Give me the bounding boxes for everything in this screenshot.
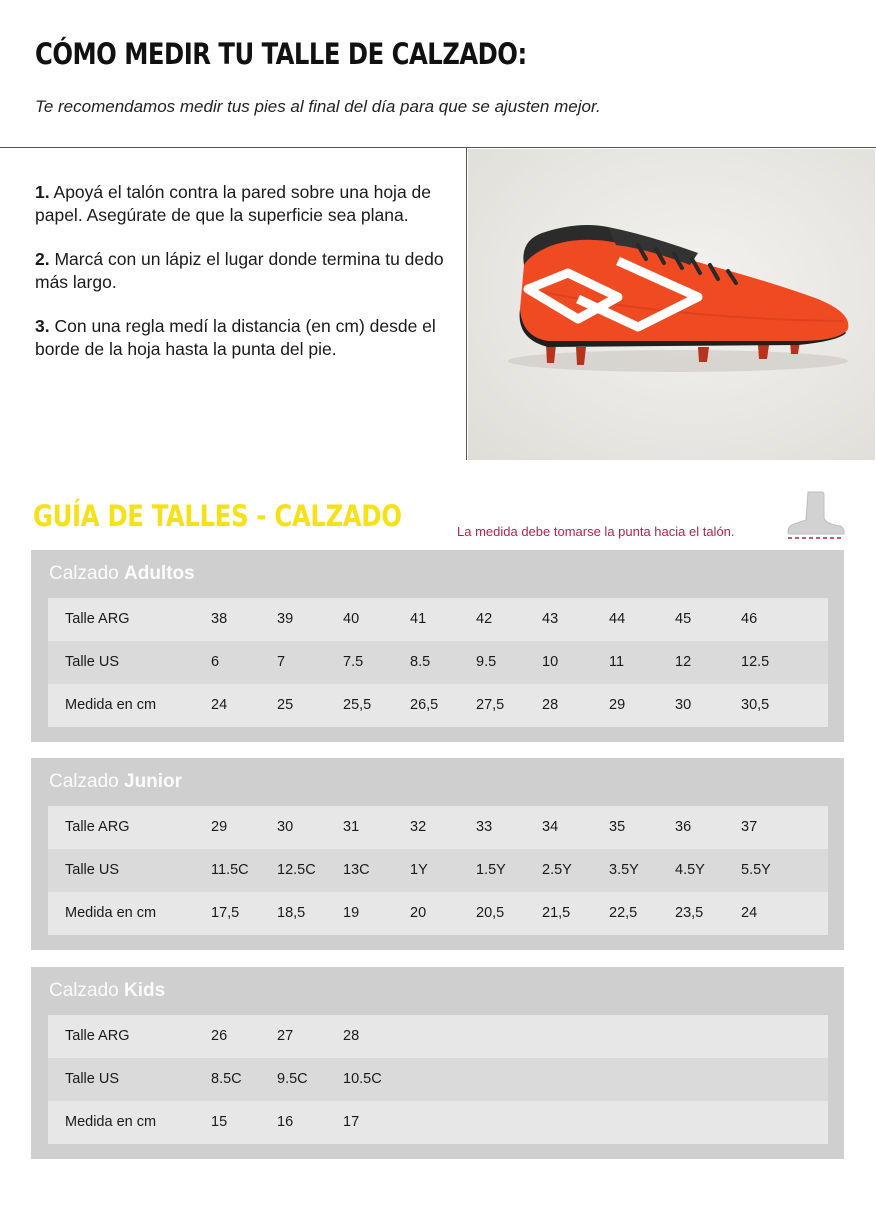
measure-note: La medida debe tomarse la punta hacia el talón. xyxy=(457,524,735,539)
table-cell: 6 xyxy=(211,654,220,670)
step-number: 2. xyxy=(35,249,50,269)
table-title-name: Junior xyxy=(124,771,183,792)
row-label: Talle US xyxy=(65,862,119,878)
table-title xyxy=(49,980,165,1002)
table-cell: 28 xyxy=(343,1028,360,1044)
table-cell: 26,5 xyxy=(410,697,439,713)
table-cell: 5.5Y xyxy=(741,862,771,878)
table-cell: 18,5 xyxy=(277,905,306,921)
table-title xyxy=(49,563,195,585)
row-talle-arg xyxy=(48,806,828,849)
row-talle-arg xyxy=(48,598,828,641)
table-cell: 44 xyxy=(609,611,626,627)
table-cell: 11 xyxy=(609,654,625,670)
table-cell: 20,5 xyxy=(476,905,505,921)
row-medida-cm xyxy=(48,1101,828,1144)
table-cell: 24 xyxy=(741,905,758,921)
table-cell: 3.5Y xyxy=(609,862,639,878)
table-title-prefix: Calzado xyxy=(49,771,119,792)
page-subtitle: Te recomendamos medir tus pies al final del día para que se ajusten mejor. xyxy=(35,97,601,116)
product-photo xyxy=(468,149,875,460)
row-label: Medida en cm xyxy=(65,905,157,921)
row-label: Talle ARG xyxy=(65,1028,130,1044)
table-title-prefix: Calzado xyxy=(49,980,119,1001)
page-title: CÓMO MEDIR TU TALLE DE CALZADO: xyxy=(35,38,527,72)
table-cell: 38 xyxy=(211,611,228,627)
table-cell: 21,5 xyxy=(542,905,571,921)
table-title-prefix: Calzado xyxy=(49,563,119,584)
measuring-steps xyxy=(35,181,450,382)
table-cell: 7 xyxy=(277,654,286,670)
table-cell: 33 xyxy=(476,819,493,835)
row-talle-us xyxy=(48,1058,828,1101)
table-cell: 7.5 xyxy=(343,654,364,670)
table-cell: 1.5Y xyxy=(476,862,506,878)
table-cell: 30 xyxy=(675,697,692,713)
table-cell: 41 xyxy=(410,611,427,627)
table-cell: 27 xyxy=(277,1028,294,1044)
row-talle-us xyxy=(48,641,828,684)
table-cell: 17 xyxy=(343,1114,360,1130)
table-cell: 12.5 xyxy=(741,654,770,670)
table-rows xyxy=(48,806,828,935)
row-medida-cm xyxy=(48,684,828,727)
table-cell: 29 xyxy=(211,819,228,835)
section-divider xyxy=(0,147,876,148)
row-talle-us xyxy=(48,849,828,892)
table-rows xyxy=(48,598,828,727)
table-cell: 12.5C xyxy=(277,862,316,878)
table-cell: 29 xyxy=(609,697,626,713)
row-label: Talle US xyxy=(65,654,119,670)
size-table-kids xyxy=(31,967,844,1159)
row-medida-cm xyxy=(48,892,828,935)
step-2 xyxy=(35,248,450,294)
table-cell: 25 xyxy=(277,697,294,713)
table-cell: 45 xyxy=(675,611,692,627)
table-cell: 43 xyxy=(542,611,559,627)
table-cell: 1Y xyxy=(410,862,428,878)
step-text: Marcá con un lápiz el lugar donde termina tu dedo más largo. xyxy=(35,249,444,292)
table-cell: 30 xyxy=(277,819,294,835)
foot-measure-icon xyxy=(786,490,846,542)
size-table-adultos xyxy=(31,550,844,742)
step-text: Con una regla medí la distancia (en cm) desde el borde de la hoja hasta la punta del pie. xyxy=(35,316,436,359)
table-cell: 39 xyxy=(277,611,294,627)
table-cell: 4.5Y xyxy=(675,862,705,878)
table-title-name: Adultos xyxy=(124,563,195,584)
table-cell: 37 xyxy=(741,819,758,835)
table-cell: 40 xyxy=(343,611,360,627)
table-cell: 26 xyxy=(211,1028,228,1044)
table-cell: 32 xyxy=(410,819,427,835)
table-cell: 24 xyxy=(211,697,228,713)
table-cell: 25,5 xyxy=(343,697,372,713)
table-cell: 9.5 xyxy=(476,654,497,670)
table-title xyxy=(49,771,182,793)
table-cell: 27,5 xyxy=(476,697,505,713)
step-number: 3. xyxy=(35,316,50,336)
row-label: Medida en cm xyxy=(65,697,157,713)
table-cell: 8.5 xyxy=(410,654,431,670)
table-cell: 10.5C xyxy=(343,1071,382,1087)
table-title-name: Kids xyxy=(124,980,166,1001)
table-cell: 11.5C xyxy=(211,862,249,878)
size-table-junior xyxy=(31,758,844,950)
column-divider xyxy=(466,147,467,460)
table-cell: 2.5Y xyxy=(542,862,572,878)
row-talle-arg xyxy=(48,1015,828,1058)
step-number: 1. xyxy=(35,182,50,202)
table-cell: 35 xyxy=(609,819,626,835)
table-cell: 22,5 xyxy=(609,905,638,921)
step-text: Apoyá el talón contra la pared sobre una hoja de papel. Asegúrate de que la superficie sea plana. xyxy=(35,182,432,225)
table-cell: 17,5 xyxy=(211,905,240,921)
step-3 xyxy=(35,315,450,361)
row-label: Talle ARG xyxy=(65,611,130,627)
table-cell: 9.5C xyxy=(277,1071,308,1087)
table-cell: 12 xyxy=(675,654,692,670)
table-cell: 15 xyxy=(211,1114,228,1130)
row-label: Talle US xyxy=(65,1071,119,1087)
table-cell: 30,5 xyxy=(741,697,770,713)
table-cell: 13C xyxy=(343,862,370,878)
table-cell: 36 xyxy=(675,819,692,835)
table-cell: 46 xyxy=(741,611,758,627)
row-label: Talle ARG xyxy=(65,819,130,835)
table-cell: 42 xyxy=(476,611,493,627)
table-cell: 19 xyxy=(343,905,360,921)
size-guide-title: GUÍA DE TALLES - CALZADO xyxy=(33,500,402,534)
table-cell: 20 xyxy=(410,905,427,921)
step-1 xyxy=(35,181,450,227)
table-rows xyxy=(48,1015,828,1144)
table-cell: 31 xyxy=(343,819,360,835)
table-cell: 23,5 xyxy=(675,905,704,921)
soccer-cleat-photo xyxy=(468,149,875,460)
table-cell: 8.5C xyxy=(211,1071,242,1087)
table-cell: 28 xyxy=(542,697,559,713)
table-cell: 16 xyxy=(277,1114,294,1130)
row-label: Medida en cm xyxy=(65,1114,157,1130)
table-cell: 10 xyxy=(542,654,559,670)
table-cell: 34 xyxy=(542,819,559,835)
